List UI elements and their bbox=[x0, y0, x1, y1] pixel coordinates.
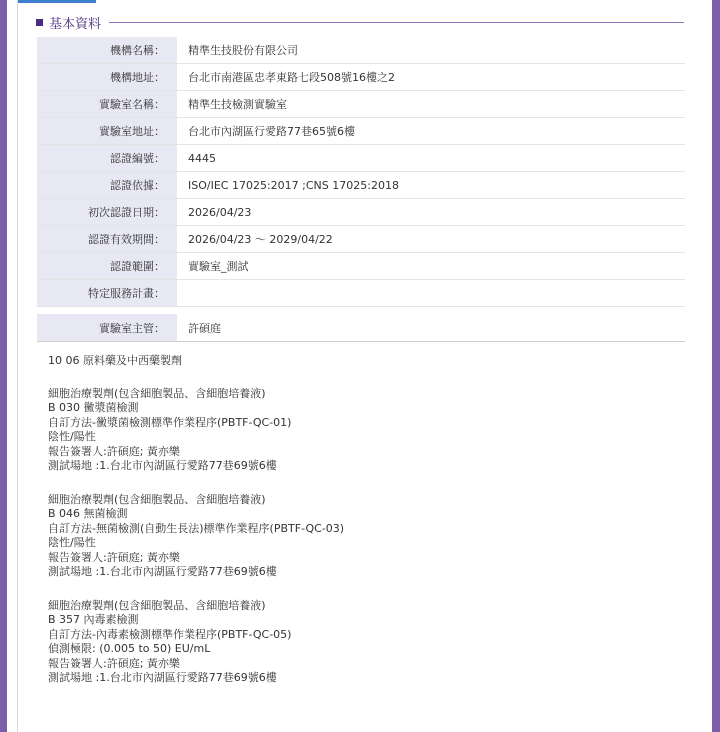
info-table bbox=[37, 37, 685, 307]
field-value: 2026/04/23 ～ 2029/04/22 bbox=[177, 226, 685, 253]
field-label: 特定服務計畫： bbox=[37, 280, 177, 307]
field-value: ISO/IEC 17025:2017 ;CNS 17025:2018 bbox=[177, 172, 685, 199]
table-row bbox=[37, 253, 685, 280]
scope-line: 自訂方法-黴漿菌檢測標準作業程序(PBTF-QC-01) bbox=[48, 415, 292, 429]
active-tab-indicator bbox=[18, 0, 96, 3]
field-label: 認證有效期間： bbox=[37, 226, 177, 253]
field-label: 認證範圍： bbox=[37, 253, 177, 280]
table-row bbox=[37, 145, 685, 172]
scope-line: 陰性/陽性 bbox=[48, 536, 96, 549]
table-row bbox=[37, 37, 685, 64]
field-value: 2026/04/23 bbox=[177, 199, 685, 226]
scope-line: 報告簽署人:許碩庭; 黃亦樂 bbox=[48, 550, 180, 564]
table-row bbox=[37, 226, 685, 253]
field-value: 精準生技股份有限公司 bbox=[177, 37, 685, 64]
scope-item bbox=[48, 387, 668, 474]
table-row bbox=[37, 172, 685, 199]
scope-line: 測試場地 :1.台北市內湖區行愛路77巷69號6樓 bbox=[48, 565, 277, 578]
scope-line: 細胞治療製劑(包含細胞製品、含細胞培養液) bbox=[48, 492, 266, 506]
field-label: 機構地址： bbox=[37, 64, 177, 91]
table-row bbox=[37, 91, 685, 118]
table-row bbox=[37, 280, 685, 307]
field-label: 認證依據： bbox=[37, 172, 177, 199]
field-value: 實驗室_測試 bbox=[177, 253, 685, 280]
field-label: 實驗室地址： bbox=[37, 118, 177, 145]
field-label: 實驗室名稱： bbox=[37, 91, 177, 118]
scope-line: B 046 無菌檢測 bbox=[48, 507, 128, 520]
scope-line: 細胞治療製劑(包含細胞製品、含細胞培養液) bbox=[48, 386, 266, 400]
content-panel bbox=[7, 0, 712, 732]
manager-label: 實驗室主管： bbox=[37, 314, 177, 342]
section-header bbox=[36, 12, 684, 32]
field-label: 機構名稱： bbox=[37, 37, 177, 64]
scope-line: B 030 黴漿菌檢測 bbox=[48, 401, 139, 414]
scope-line: 細胞治療製劑(包含細胞製品、含細胞培養液) bbox=[48, 598, 266, 612]
field-value: 台北市內湖區行愛路77巷65號6樓 bbox=[177, 118, 685, 145]
accreditation-scope bbox=[48, 354, 668, 705]
scope-line: 偵測極限: (0.005 to 50) EU/mL bbox=[48, 642, 211, 655]
field-value bbox=[177, 280, 685, 307]
content-inner bbox=[17, 0, 710, 732]
manager-value: 許碩庭 bbox=[177, 314, 685, 342]
square-bullet-icon bbox=[36, 19, 43, 26]
scope-line: 陰性/陽性 bbox=[48, 430, 96, 443]
scope-item bbox=[48, 493, 668, 580]
field-value: 精準生技檢測實驗室 bbox=[177, 91, 685, 118]
section-title: 基本資料 bbox=[49, 16, 102, 32]
scope-line: B 357 內毒素檢測 bbox=[48, 613, 139, 626]
scope-line: 報告簽署人:許碩庭; 黃亦樂 bbox=[48, 656, 180, 670]
scope-line: 自訂方法-內毒素檢測標準作業程序(PBTF-QC-05) bbox=[48, 627, 292, 641]
section-divider bbox=[109, 22, 684, 23]
scope-line: 自訂方法-無菌檢測(自動生長法)標準作業程序(PBTF-QC-03) bbox=[48, 521, 345, 535]
field-label: 初次認證日期： bbox=[37, 199, 177, 226]
field-label: 認證編號： bbox=[37, 145, 177, 172]
scope-item bbox=[48, 599, 668, 686]
scope-category: 10 06 原料藥及中西藥製劑 bbox=[48, 354, 182, 367]
scope-line: 測試場地 :1.台北市內湖區行愛路77巷69號6樓 bbox=[48, 671, 277, 684]
scope-line: 測試場地 :1.台北市內湖區行愛路77巷69號6樓 bbox=[48, 459, 277, 472]
manager-table bbox=[37, 314, 685, 342]
field-value: 4445 bbox=[177, 145, 685, 172]
table-row bbox=[37, 64, 685, 91]
table-row bbox=[37, 314, 685, 342]
table-row bbox=[37, 118, 685, 145]
field-value: 台北市南港區忠孝東路七段508號16樓之2 bbox=[177, 64, 685, 91]
scope-line: 報告簽署人:許碩庭; 黃亦樂 bbox=[48, 444, 180, 458]
table-row bbox=[37, 199, 685, 226]
